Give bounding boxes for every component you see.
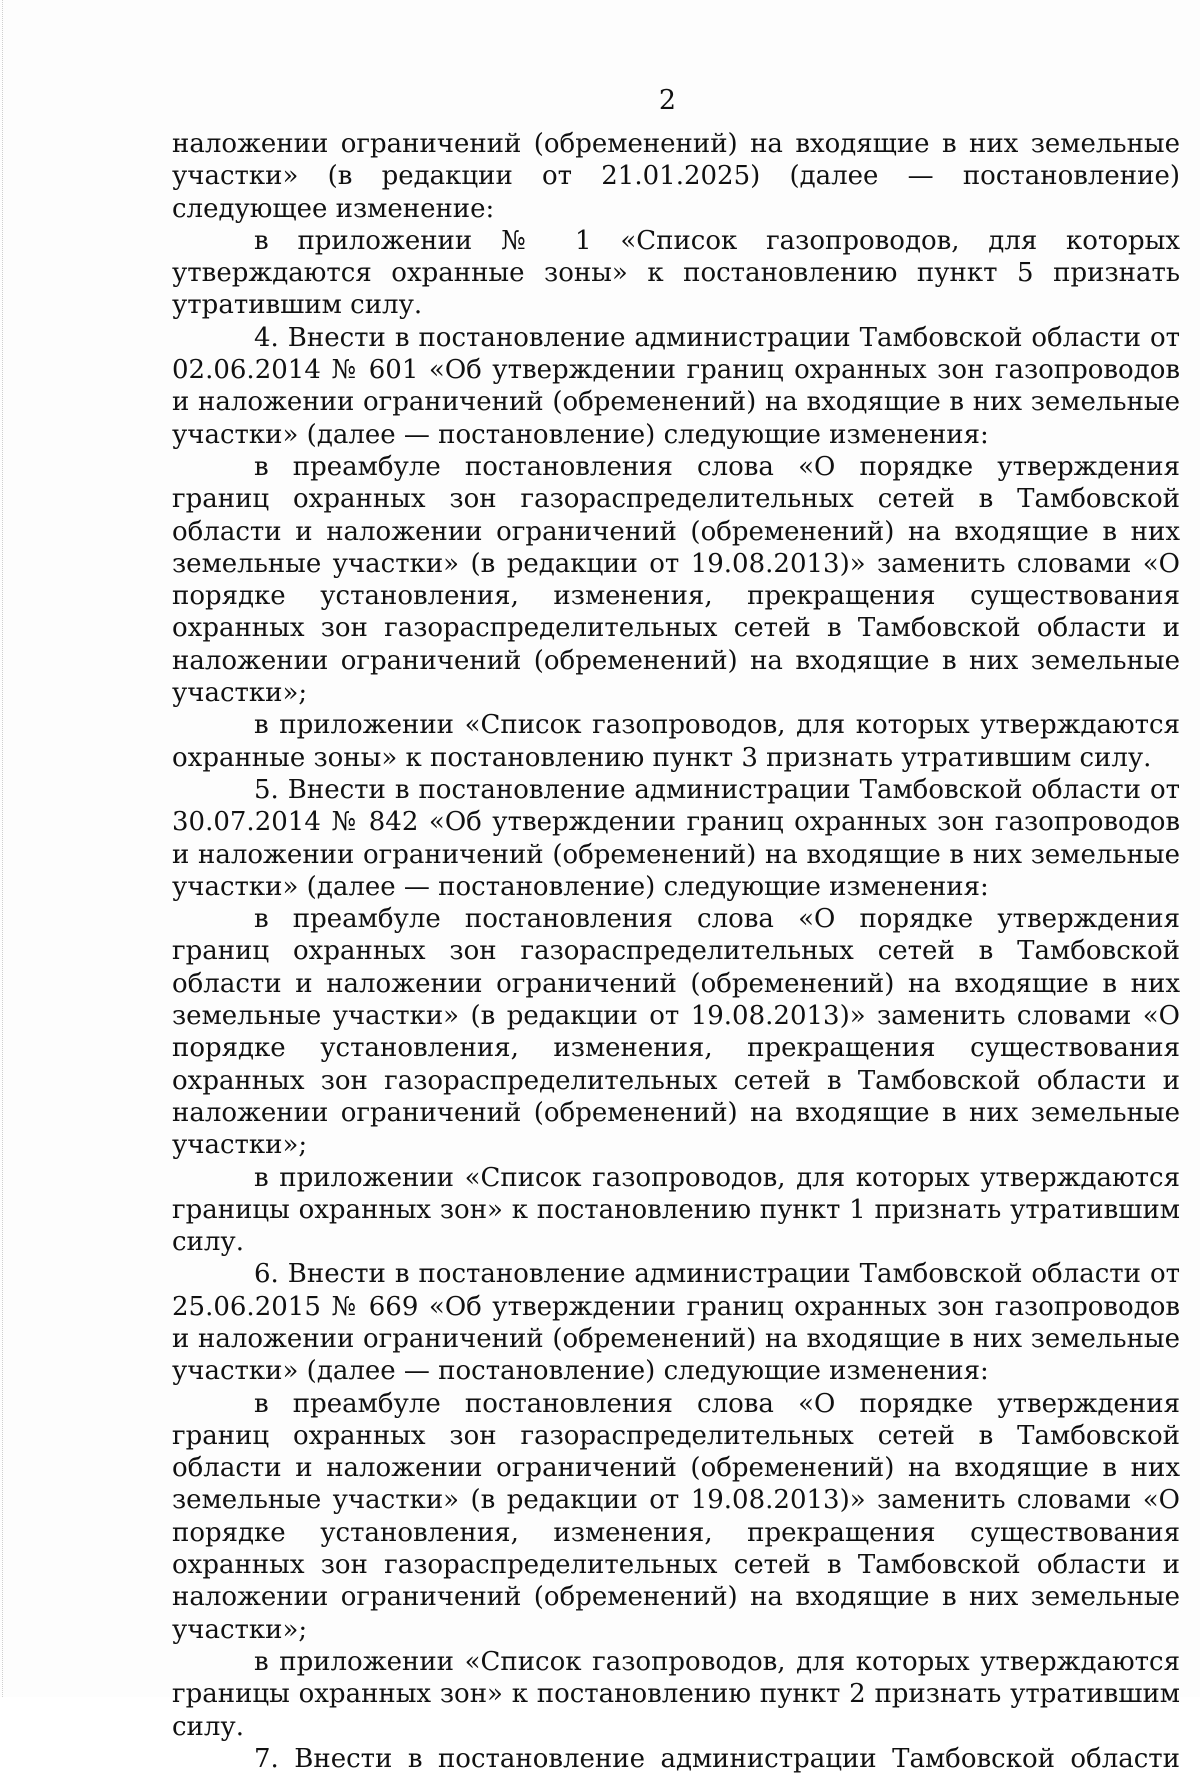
paragraph-item-5: 5. Внести в постановление администрации Тамбовской области от 30.07.2014 № 842 «Об утверждении границ охранных зон газопроводов и наложении ограничений (обременений) на входящие в них земельные участки» (далее — постановление) следующие изменения: [172, 774, 1180, 902]
paragraph-item-6-preamble: в преамбуле постановления слова «О порядке утверждения границ охранных зон газораспределительных сетей в Тамбовской области и наложении ограничений (обременений) на входящие в них земельные участки» (в редакции от 19.08.2013)» заменить словами «О порядке установления, изменения, прекращения существования охранных зон газораспределительных сетей в Тамбовской области и наложении ограничений (обременений) на входящие в них земельные участки»; [172, 1388, 1180, 1645]
page-number: 2 [658, 85, 677, 116]
paragraph-item-4-preamble: в преамбуле постановления слова «О порядке утверждения границ охранных зон газораспределительных сетей в Тамбовской области и наложении ограничений (обременений) на входящие в них земельные участки» (в редакции от 19.08.2013)» заменить словами «О порядке установления, изменения, прекращения существования охранных зон газораспределительных сетей в Тамбовской области и наложении ограничений (обременений) на входящие в них земельные участки»; [172, 451, 1180, 709]
paragraph-item-5-preamble: в преамбуле постановления слова «О порядке утверждения границ охранных зон газораспределительных сетей в Тамбовской области и наложении ограничений (обременений) на входящие в них земельные участки» (в редакции от 19.08.2013)» заменить словами «О порядке установления, изменения, прекращения существования охранных зон газораспределительных сетей в Тамбовской области и наложении ограничений (обременений) на входящие в них земельные участки»; [172, 904, 1180, 1161]
paragraph-item-6-appendix: в приложении «Список газопроводов, для которых утверждаются границы охранных зон» к постановлению пункт 2 признать утратившим силу. [172, 1646, 1180, 1742]
paragraph-item-6: 6. Внести в постановление администрации Тамбовской области от 25.06.2015 № 669 «Об утверждении границ охранных зон газопроводов и наложении ограничений (обременений) на входящие в них земельные участки» (далее — постановление) следующие изменения: [172, 1259, 1180, 1387]
scan-edge [2, 0, 7, 1697]
paragraph-item-4-appendix: в приложении «Список газопроводов, для которых утверждаются охранные зоны» к постановлению пункт 3 признать утратившим силу. [172, 710, 1180, 773]
paragraph-item-4: 4. Внести в постановление администрации Тамбовской области от 02.06.2014 № 601 «Об утверждении границ охранных зон газопроводов и наложении ограничений (обременений) на входящие в них земельные участки» (далее — постановление) следующие изменения: [172, 322, 1180, 450]
paragraph-appendix-1-point-5: в приложении № 1 «Список газопроводов, для которых утверждаются охранные зоны» к постановлению пункт 5 признать утратившим силу. [172, 225, 1180, 321]
paragraph-item-7: 7. Внести в постановление администрации Тамбовской области [254, 1743, 1180, 1774]
paragraph-item-5-appendix: в приложении «Список газопроводов, для которых утверждаются границы охранных зон» к постановлению пункт 1 признать утратившим силу. [172, 1162, 1180, 1258]
paragraph-continuation: наложении ограничений (обременений) на входящие в них земельные участки» (в редакции от 21.01.2025) (далее — постановление) следующее изменение: [172, 129, 1180, 224]
document-body [172, 128, 1180, 1775]
